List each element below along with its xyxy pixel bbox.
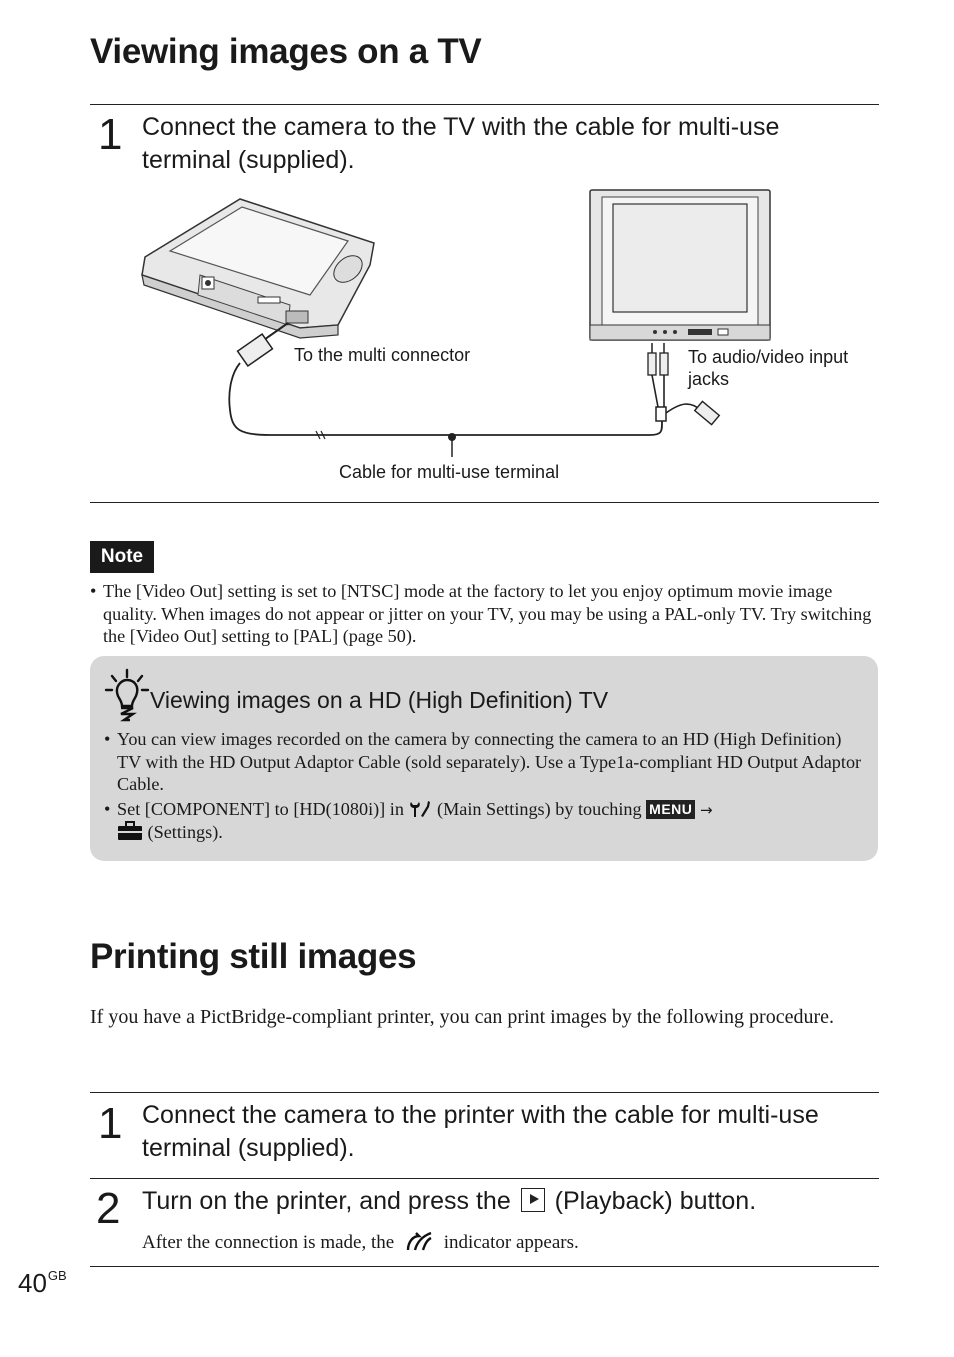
pictbridge-indicator-icon: [405, 1230, 433, 1252]
step-text: Connect the camera to the TV with the cable for multi-use terminal (supplied).: [142, 113, 780, 174]
label-multi-connector: To the multi connector: [294, 345, 471, 365]
note-item: • The [Video Out] setting is set to [NTSC] mode at the factory to let you enjoy optimum movie image quality. When images do not appear or jitter on your TV, you may be using a PAL-only TV. Try switching the [Video Out] setting to [PAL] (page 50).: [90, 580, 885, 648]
step-number: 1: [98, 110, 123, 159]
step-number: 2: [96, 1184, 121, 1233]
hint-item: [104, 798, 864, 844]
page-number: [18, 1268, 67, 1299]
playback-icon: [521, 1188, 545, 1212]
divider: [90, 502, 879, 503]
intro-paragraph: If you have a PictBridge-compliant printer, you can print images by the following procedure.: [90, 1006, 834, 1028]
hint-item: • You can view images recorded on the camera by connecting the camera to an HD (High Definition) TV with the HD Output Adaptor Cable (sold separately). Use a Type1a-compliant HD Output Adaptor Cable.: [104, 728, 864, 796]
divider: [90, 1092, 879, 1093]
divider: [90, 1178, 879, 1179]
page-number-value: 40: [18, 1268, 47, 1298]
divider: [90, 104, 879, 105]
menu-icon: MENU: [646, 800, 695, 819]
note-list: [90, 580, 885, 648]
settings-toolbox-icon: [117, 821, 143, 841]
step-subtext: [142, 1230, 579, 1255]
main-settings-icon: [408, 798, 432, 818]
step-text: [142, 1185, 872, 1218]
page-number-suffix: GB: [47, 1268, 67, 1283]
hint-item-text: (Main Settings) by touching: [437, 798, 642, 819]
note-badge: Note: [90, 541, 154, 573]
step-text: Connect the camera to the printer with the cable for multi-use terminal (supplied).: [142, 1101, 819, 1162]
lightbulb-icon: [104, 668, 150, 722]
tv-illustration: [590, 190, 770, 340]
hint-list: [104, 728, 864, 844]
hint-item-text: Set [COMPONENT] to [HD(1080i)] in: [117, 798, 404, 819]
divider: [90, 1266, 879, 1267]
step-subtext-part: indicator appears.: [443, 1232, 579, 1253]
section-heading-printing: Printing still images: [90, 937, 417, 976]
label-av-jacks: To audio/video input jacks: [688, 347, 849, 389]
arrow-glyph: →: [699, 800, 713, 819]
step-text-part: (Playback) button.: [554, 1187, 757, 1215]
connection-diagram: [90, 185, 879, 495]
step-subtext-part: After the connection is made, the: [142, 1232, 395, 1253]
section-heading-tv: Viewing images on a TV: [90, 32, 482, 71]
label-cable: Cable for multi-use terminal: [339, 462, 560, 482]
step-text-part: Turn on the printer, and press the: [142, 1187, 511, 1215]
hint-item-text: (Settings).: [147, 822, 223, 842]
camera-illustration: [142, 199, 374, 338]
step-number: 1: [98, 1099, 123, 1148]
hint-title: Viewing images on a HD (High Definition) TV: [150, 687, 609, 713]
